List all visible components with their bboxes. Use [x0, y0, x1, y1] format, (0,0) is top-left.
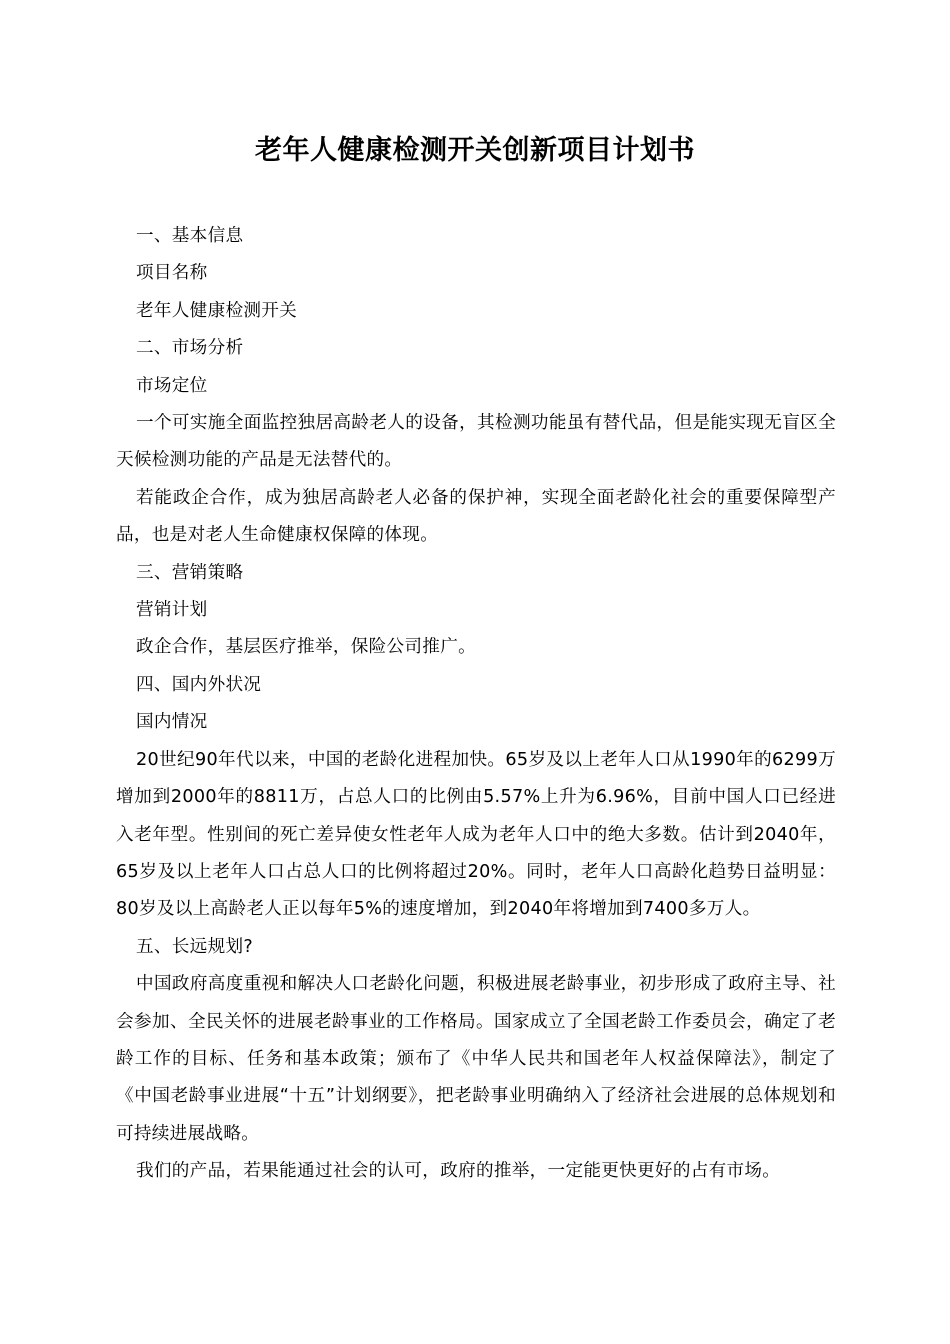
heading-long-term-plan: 五、长远规划? — [136, 936, 254, 957]
document-body — [116, 218, 836, 1191]
paragraph-positioning-1: 一个可实施全面监控独居高龄老人的设备，其检测功能虽有替代品，但是能实现无盲区全天候检测功能的产品是无法替代的。 — [116, 413, 836, 471]
project-name-value: 老年人健康检测开关 — [136, 300, 298, 321]
document-title: 老年人健康检测开关创新项目计划书 — [255, 135, 695, 166]
heading-market-analysis: 二、市场分析 — [136, 338, 244, 359]
label-marketing-plan: 营销计划 — [136, 600, 208, 621]
label-project-name: 项目名称 — [136, 263, 208, 284]
paragraph-marketing-plan: 政企合作，基层医疗推举，保险公司推广。 — [136, 637, 476, 658]
heading-marketing-strategy: 三、营销策略 — [136, 562, 244, 583]
heading-domestic-foreign: 四、国内外状况 — [136, 674, 262, 695]
heading-basic-info: 一、基本信息 — [136, 226, 244, 246]
label-market-positioning: 市场定位 — [136, 375, 208, 396]
paragraph-conclusion: 我们的产品，若果能通过社会的认可，政府的推举，一定能更快更好的占有市场。 — [136, 1161, 781, 1182]
paragraph-long-term-plan: 中国政府高度重视和解决人口老龄化问题，积极进展老龄事业，初步形成了政府主导、社会参加、全民关怀的进展老龄事业的工作格局。国家成立了全国老龄工作委员会，确定了老龄工作的目标、任务和基本政策；颁布了《中华人民共和国老年人权益保障法》，制定了《中国老龄事业进展“十五”计划纲要》，把老龄事业明确纳入了经济社会进展的总体规划和可持续进展战略。 — [116, 974, 836, 1144]
paragraph-domestic-situation: 20世纪90年代以来，中国的老龄化进程加快。65岁及以上老年人口从1990年的6299万增加到2000年的8811万，占总人口的比例由5.57%上升为6.96%，目前中国人口已经进入老年型。性别间的死亡差异使女性老年人成为老年人口中的绝大多数。估计到2040年，65岁及以上老年人口占总人口的比例将超过20%。同时，老年人口高龄化趋势日益明显：80岁及以上高龄老人正以每年5%的速度增加，到2040年将增加到7400多万人。 — [116, 749, 836, 920]
paragraph-positioning-2: 若能政企合作，成为独居高龄老人必备的保护神，实现全面老龄化社会的重要保障型产品，也是对老人生命健康权保障的体现。 — [116, 487, 836, 546]
label-domestic-situation: 国内情况 — [136, 712, 208, 733]
